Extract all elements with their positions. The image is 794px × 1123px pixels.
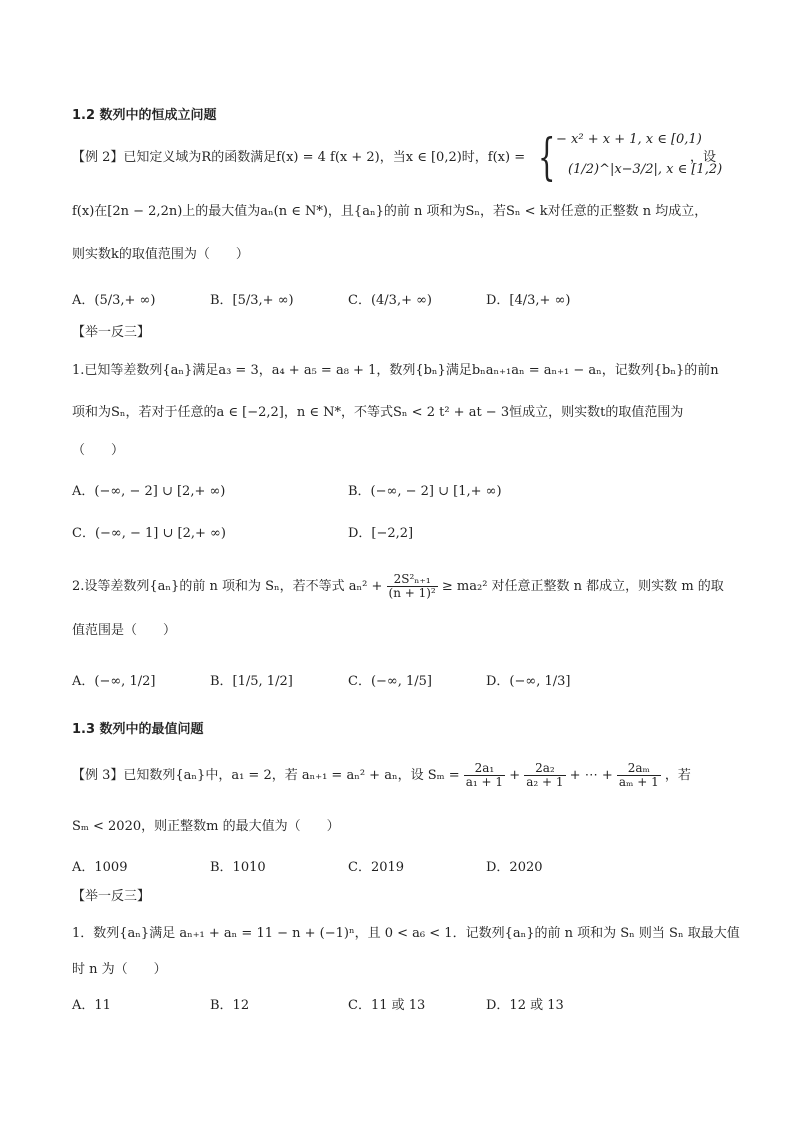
example-2-option-a: A．(5/3,+ ∞) [72,293,156,308]
piecewise-case-1: − x² + x + 1, x ∈ [0,1) [556,132,702,147]
fraction-denominator: (n + 1)² [388,586,436,600]
term-1-denominator: a₁ + 1 [465,775,504,789]
practice-1-q2-fraction [387,573,438,600]
example-3-line-2: Sₘ < 2020，则正整数m 的最大值为（ ） [72,819,340,834]
example-3-option-b: B．1010 [210,860,266,875]
practice-1-q2-option-a: A．(−∞, 1/2] [72,674,156,689]
term-2-denominator: a₂ + 1 [526,775,564,789]
practice-heading-2: 【举一反三】 [72,889,151,904]
term-m-numerator: 2aₘ [617,762,661,776]
piecewise-case-2: (1/2)^|x−3/2|, x ∈ [1,2) [568,162,723,177]
ellipsis-plus: + ⋯ + [569,768,613,783]
example-3-option-a: A．1009 [72,860,128,875]
practice-1-q2-option-b: B．[1/5, 1/2] [210,674,293,689]
example-2-option-d: D．[4/3,+ ∞) [486,293,571,308]
example-2-line-3: 则实数k的取值范围为（ ） [72,247,249,262]
plus-sign: + [509,768,521,783]
practice-1-q1-option-b: B．(−∞, − 2] ∪ [1,+ ∞) [348,484,502,499]
section-title-1-3: 1.3 数列中的最值问题 [72,722,204,737]
example-3-term-m [617,762,661,789]
example-3-option-c: C．2019 [348,860,405,875]
example-2-line-2: f(x)在[2n − 2,2n)上的最大值为aₙ(n ∈ N*)，且{aₙ}的前 n 项和为Sₙ，若Sₙ < k对任意的正整数 n 均成立， [72,204,708,219]
example-3-term-2 [524,762,565,789]
practice-2-option-a: A．11 [72,998,111,1013]
practice-heading-1: 【举一反三】 [72,325,151,340]
term-2-numerator: 2a₂ [524,762,565,776]
practice-1-q1-line-3: （ ） [72,443,125,458]
practice-1-q1-line-1: 1.已知等差数列{aₙ}满足a₃ = 3，a₄ + a₅ = a₈ + 1，数列{bₙ}满足bₙaₙ₊₁aₙ = aₙ₊₁ − aₙ，记数列{bₙ}的前n [72,363,719,378]
practice-1-q2-post: ≥ ma₂² 对任意正整数 n 都成立，则实数 m 的取 [441,579,724,594]
practice-1-q1-line-2: 项和为Sₙ，若对于任意的a ∈ [−2,2]，n ∈ N*，不等式Sₙ < 2 t² + at − 3恒成立，则实数t的取值范围为 [72,405,684,420]
practice-1-q2-option-c: C．(−∞, 1/5] [348,674,432,689]
practice-1-q1-option-c: C．(−∞, − 1] ∪ [2,+ ∞) [72,526,226,541]
section-title-1-2: 1.2 数列中的恒成立问题 [72,108,217,123]
practice-2-option-d: D．12 或 13 [486,998,564,1013]
term-m-denominator: aₘ + 1 [618,775,659,789]
practice-1-q2-line-1 [72,573,724,600]
example-3-term-1 [464,762,505,789]
example-2-line-1-end: ，设 [690,150,717,165]
practice-2-q1-line-2: 时 n 为（ ） [72,962,167,977]
practice-2-option-b: B．12 [210,998,250,1013]
piecewise-brace: { [538,128,556,186]
example-3-pre: 【例 3】已知数列{aₙ}中，a₁ = 2，若 aₙ₊₁ = aₙ² + aₙ，设 Sₘ = [72,768,460,783]
example-3-line-1-end: ，若 [664,768,691,783]
practice-2-q1-line-1: 1．数列{aₙ}满足 aₙ₊₁ + aₙ = 11 − n + (−1)ⁿ，且 0 < a₆ < 1．记数列{aₙ}的前 n 项和为 Sₙ 则当 Sₙ 取最大值 [72,926,740,941]
practice-1-q2-option-d: D．(−∞, 1/3] [486,674,571,689]
practice-1-q1-option-d: D．[−2,2] [348,526,414,541]
fraction-numerator: 2S²ₙ₊₁ [387,573,438,587]
example-2-line-1: 【例 2】已知定义域为R的函数满足f(x) = 4 f(x + 2)，当x ∈ [0,2)时，f(x) = [72,150,526,165]
term-1-numerator: 2a₁ [464,762,505,776]
practice-1-q2-line-2: 值范围是（ ） [72,623,177,638]
practice-1-q1-option-a: A．(−∞, − 2] ∪ [2,+ ∞) [72,484,226,499]
practice-2-option-c: C．11 或 13 [348,998,426,1013]
example-2-option-c: C．(4/3,+ ∞) [348,293,432,308]
example-3-option-d: D．2020 [486,860,543,875]
example-3-line-1 [72,762,691,789]
example-2-option-b: B．[5/3,+ ∞) [210,293,294,308]
practice-1-q2-pre: 2.设等差数列{aₙ}的前 n 项和为 Sₙ，若不等式 aₙ² + [72,579,383,594]
